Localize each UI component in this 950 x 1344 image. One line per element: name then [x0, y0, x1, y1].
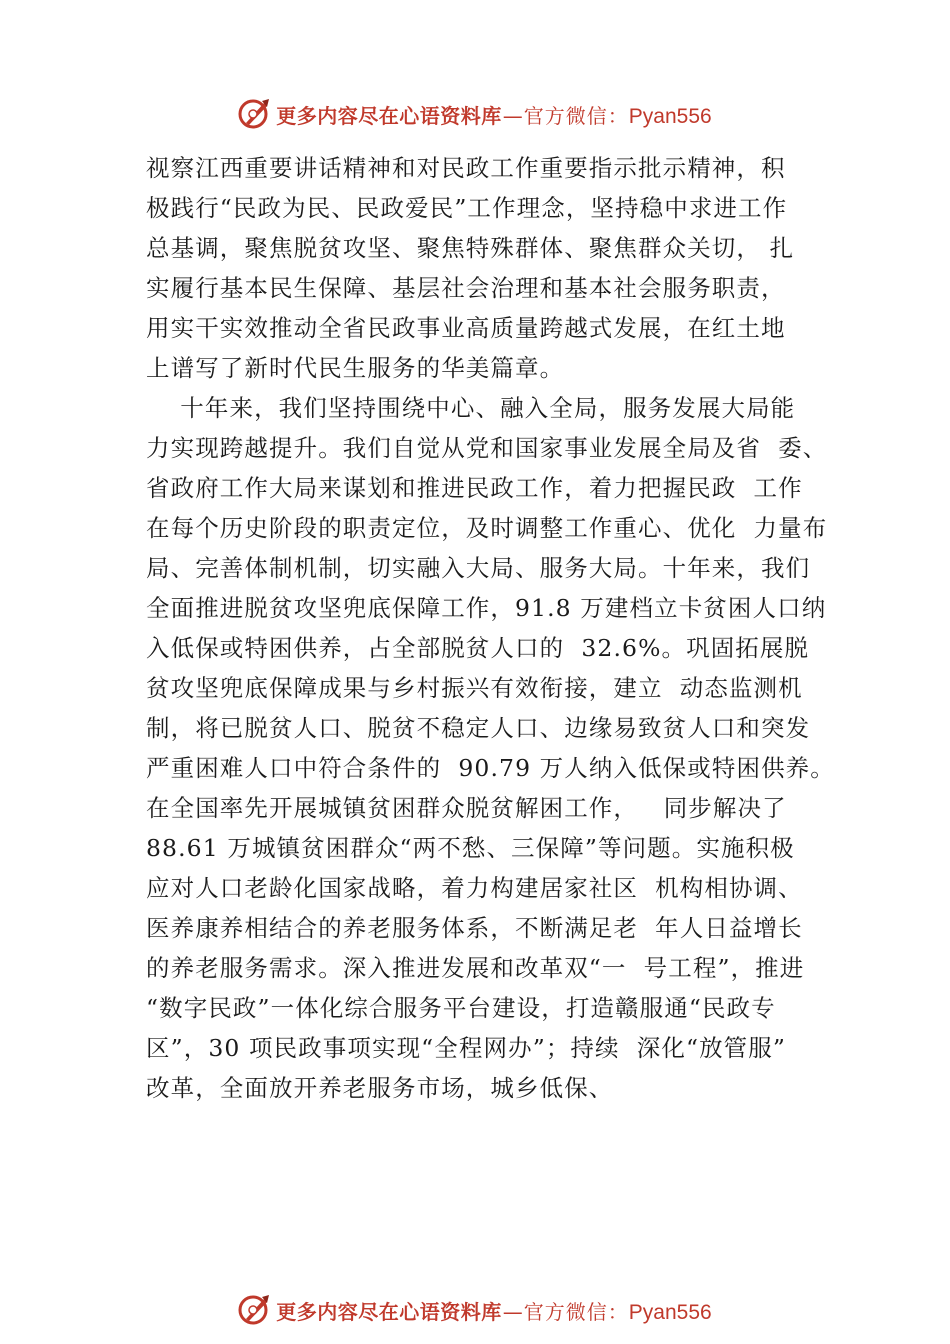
- text-line: 省政府工作大局来谋划和推进民政工作，着力把握民政 工作: [146, 474, 803, 502]
- text-line: 88.61 万城镇贫困群众“两不愁、三保障”等问题。实施积极: [146, 834, 795, 862]
- text-line: 区”，30 项民政事项实现“全程网办”；持续 深化“放管服”: [146, 1034, 786, 1062]
- text-line: 力实现跨越提升。我们自觉从党和国家事业发展全局及省 委、: [146, 434, 828, 462]
- banner-separator: —: [502, 1299, 523, 1324]
- text-line: 局、完善体制机制，切实融入大局、服务大局。十年来，我们: [146, 554, 811, 582]
- text-line: 应对人口老龄化国家战略，着力构建居家社区 机构相协调、: [146, 874, 803, 902]
- text-line: 视察江西重要讲话精神和对民政工作重要指示批示精神，积: [146, 154, 786, 182]
- footer-banner: [0, 1288, 950, 1332]
- text-line: 入低保或特困供养，占全部脱贫人口的 32.6%。巩固拓展脱: [146, 634, 810, 662]
- quill-logo-icon: [238, 1293, 272, 1327]
- text-line: 上谱写了新时代民生服务的华美篇章。: [146, 354, 565, 382]
- text-line: 十年来，我们坚持围绕中心、融入全局，服务发展大局能: [146, 394, 796, 422]
- banner-label: 官方微信：: [523, 1299, 629, 1324]
- banner-wechat-id: Pyan556: [628, 104, 712, 128]
- text-line: 医养康养相结合的养老服务体系，不断满足老 年人日益增长: [146, 914, 803, 942]
- text-line: 总基调，聚焦脱贫攻坚、聚焦特殊群体、聚焦群众关切， 扎: [146, 234, 795, 262]
- banner-main-text: 更多内容尽在心语资料库: [276, 1299, 502, 1324]
- text-line: 实履行基本民生保障、基层社会治理和基本社会服务职责，: [146, 274, 786, 302]
- banner-wechat-id: Pyan556: [628, 1300, 712, 1324]
- text-line: 制，将已脱贫人口、脱贫不稳定人口、边缘易致贫人口和突发: [146, 714, 811, 742]
- body-text: [146, 148, 836, 1108]
- text-line: 在每个历史阶段的职责定位，及时调整工作重心、优化 力量布: [146, 514, 828, 542]
- header-banner: [0, 92, 950, 136]
- banner-label: 官方微信：: [523, 103, 629, 128]
- text-line: 在全国率先开展城镇贫困群众脱贫解困工作， 同步解决了: [146, 794, 787, 822]
- text-line: 全面推进脱贫攻坚兜底保障工作，91.8 万建档立卡贫困人口纳: [146, 594, 827, 622]
- text-line: 严重困难人口中符合条件的 90.79 万人纳入低保或特困供养。: [146, 754, 835, 782]
- text-line: 用实干实效推动全省民政事业高质量跨越式发展，在红土地: [146, 314, 786, 342]
- banner-separator: —: [502, 103, 523, 128]
- text-line: 的养老服务需求。深入推进发展和改革双“一 号工程”，推进: [146, 954, 805, 982]
- text-line: 极践行“民政为民、民政爱民”工作理念，坚持稳中求进工作: [146, 194, 788, 222]
- text-line: “数字民政”一体化综合服务平台建设，打造赣服通“民政专: [146, 994, 776, 1022]
- text-line: 改革，全面放开养老服务市场，城乡低保、: [146, 1074, 614, 1102]
- quill-logo-icon: [238, 97, 272, 131]
- banner-main-text: 更多内容尽在心语资料库: [276, 103, 502, 128]
- text-line: 贫攻坚兜底保障成果与乡村振兴有效衔接，建立 动态监测机: [146, 674, 803, 702]
